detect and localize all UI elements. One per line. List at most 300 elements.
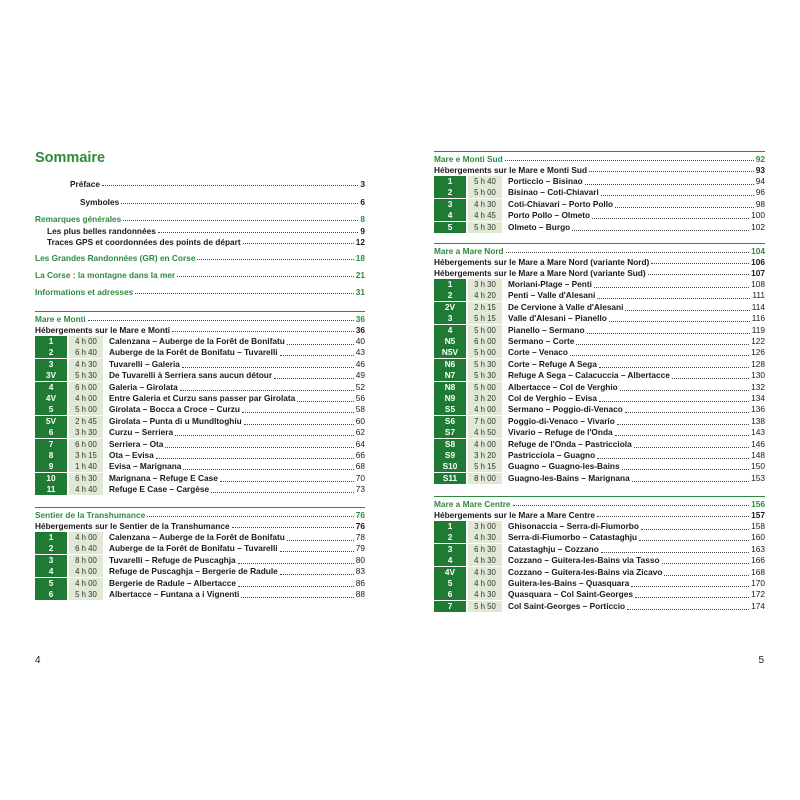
stage-row[interactable] xyxy=(35,543,365,554)
stage-label: Col de Verghio – Evisa xyxy=(508,393,597,403)
stage-number-badge: 4 xyxy=(434,555,466,566)
dot-leader xyxy=(662,557,750,564)
stage-page: 134 xyxy=(751,393,765,403)
section-title[interactable] xyxy=(434,245,765,256)
stage-row[interactable] xyxy=(35,416,365,427)
stage-label: Olmeto – Burgo xyxy=(508,221,571,232)
entry-page: 12 xyxy=(355,237,365,247)
section-title[interactable] xyxy=(434,498,765,509)
stage-row[interactable] xyxy=(434,589,765,600)
section-title[interactable] xyxy=(35,509,365,520)
stage-number-badge: 2 xyxy=(35,347,67,358)
stage-label: Marignana – Refuge E Case xyxy=(109,472,218,483)
entry-page: 156 xyxy=(751,499,765,509)
lodging-entry[interactable] xyxy=(434,164,765,175)
stage-number-badge: 3 xyxy=(434,313,466,324)
stage-row[interactable] xyxy=(434,461,765,472)
stage-row[interactable] xyxy=(35,532,365,543)
stage-row[interactable] xyxy=(434,473,765,484)
dot-leader xyxy=(601,546,749,553)
stage-page: 100 xyxy=(751,210,765,221)
lodging-entry[interactable] xyxy=(434,509,765,520)
dot-leader xyxy=(280,545,354,552)
entry-label: Hébergements sur le Mare e Monti xyxy=(35,325,171,335)
stage-row[interactable] xyxy=(434,336,765,347)
stage-number-badge: S8 xyxy=(434,439,466,450)
stage-label: Tuvarelli – Refuge de Puscaghja xyxy=(109,554,236,565)
stage-page: 68 xyxy=(355,461,365,472)
stage-number-badge: 5 xyxy=(35,578,67,589)
stage-row[interactable] xyxy=(35,473,365,484)
stage-page: 86 xyxy=(355,577,365,588)
stage-label: Quasquara – Col Saint-Georges xyxy=(508,589,633,600)
stage-duration: 3 h 20 xyxy=(468,450,502,461)
stage-duration: 4 h 00 xyxy=(69,578,103,589)
stage-label: Tuvarelli – Galeria xyxy=(109,358,180,369)
stage-duration: 4 h 00 xyxy=(69,336,103,347)
entry-page: 21 xyxy=(355,270,365,280)
entry-page: 107 xyxy=(751,268,765,278)
stage-duration: 5 h 00 xyxy=(69,404,103,415)
stage-duration: 4 h 50 xyxy=(468,427,502,438)
stage-label: Sermano – Corte xyxy=(508,336,575,346)
dot-leader xyxy=(597,516,749,517)
stage-row[interactable] xyxy=(35,393,365,404)
stage-page: 172 xyxy=(751,589,765,600)
stage-page: 49 xyxy=(355,370,365,381)
stage-duration: 2 h 45 xyxy=(69,416,103,427)
stage-label: Albertacce – Col de Verghio xyxy=(508,381,618,392)
entry-label: Préface xyxy=(70,179,100,189)
entry-page: 157 xyxy=(751,510,765,520)
stage-page: 108 xyxy=(751,279,765,289)
dot-leader xyxy=(88,320,354,321)
dot-leader xyxy=(172,331,354,332)
stage-number-badge: 4 xyxy=(35,382,67,393)
stage-label: Calenzana – Auberge de la Forêt de Bonifatu xyxy=(109,336,285,346)
stage-label: De Tuvarelli à Serriera sans aucun détour xyxy=(109,370,273,381)
entry-label: Remarques générales xyxy=(35,214,122,224)
stage-row[interactable] xyxy=(434,187,765,198)
stage-row[interactable] xyxy=(35,336,365,347)
dot-leader xyxy=(609,315,750,322)
entry-label: Mare a Mare Centre xyxy=(434,499,511,509)
dot-leader xyxy=(183,463,353,470)
stage-duration: 5 h 40 xyxy=(468,176,502,187)
dot-leader xyxy=(197,259,353,260)
stage-page: 146 xyxy=(751,438,765,449)
toc-entry[interactable] xyxy=(35,252,365,263)
stage-duration: 6 h 00 xyxy=(69,439,103,450)
stage-row[interactable] xyxy=(434,439,765,450)
entry-label: Symboles xyxy=(80,197,120,207)
stage-duration: 6 h 40 xyxy=(69,347,103,358)
stage-number-badge: N9 xyxy=(434,393,466,404)
stage-label: Pianello – Sermano xyxy=(508,324,585,335)
stage-number-badge: 9 xyxy=(35,461,67,472)
stage-duration: 4 h 00 xyxy=(69,393,103,404)
stage-row[interactable] xyxy=(35,359,365,370)
stage-duration: 3 h 00 xyxy=(468,521,502,532)
stage-row[interactable] xyxy=(434,176,765,187)
stage-number-badge: 1 xyxy=(35,532,67,543)
dot-leader xyxy=(238,557,354,564)
dot-leader xyxy=(627,603,749,610)
stage-number-badge: 3 xyxy=(434,199,466,210)
stage-label: Porticcio – Bisinao xyxy=(508,176,583,186)
stage-page: 62 xyxy=(355,427,365,438)
stage-duration: 6 h 30 xyxy=(468,544,502,555)
stage-label: Penti – Valle d'Alesani xyxy=(508,290,596,301)
stage-label: Refuge de l'Onda – Pastricciola xyxy=(508,438,632,449)
stage-label: Evisa – Marignana xyxy=(109,461,182,472)
stage-row[interactable] xyxy=(434,427,765,438)
stage-number-badge: 1 xyxy=(434,279,466,290)
stage-row[interactable] xyxy=(434,279,765,290)
dot-leader xyxy=(211,486,354,493)
stage-page: 130 xyxy=(751,370,765,381)
dot-leader xyxy=(102,185,358,186)
stage-label: Serra-di-Fiumorbo – Catastaghju xyxy=(508,532,638,543)
stage-label: Curzu – Serriera xyxy=(109,427,174,438)
stage-page: 158 xyxy=(751,521,765,531)
stage-row[interactable] xyxy=(434,555,765,566)
stage-number-badge: 5V xyxy=(35,416,67,427)
stage-page: 80 xyxy=(355,554,365,565)
dot-leader xyxy=(641,523,749,530)
stage-page: 174 xyxy=(751,600,765,611)
dot-leader xyxy=(635,591,749,598)
stage-number-badge: 4V xyxy=(434,567,466,578)
stage-row[interactable] xyxy=(35,370,365,381)
stage-label: Guitera-les-Bains – Quasquara xyxy=(508,578,630,588)
stage-number-badge: 4 xyxy=(434,210,466,221)
stage-label: Moriani-Plage – Penti xyxy=(508,279,592,289)
entry-label: Mare e Monti xyxy=(35,314,86,324)
stage-duration: 5 h 15 xyxy=(468,461,502,472)
lodging-entry[interactable] xyxy=(434,267,765,278)
stage-duration: 5 h 30 xyxy=(468,222,502,233)
stage-duration: 6 h 40 xyxy=(69,543,103,554)
stage-page: 52 xyxy=(355,381,365,392)
right-page xyxy=(400,0,800,800)
stage-duration: 5 h 00 xyxy=(468,347,502,358)
stage-row[interactable] xyxy=(434,359,765,370)
stage-duration: 8 h 00 xyxy=(468,473,502,484)
section-title[interactable] xyxy=(434,153,765,164)
dot-leader xyxy=(287,534,354,541)
stage-number-badge: 7 xyxy=(434,601,466,612)
entry-label: Les Grandes Randonnées (GR) en Corse xyxy=(35,253,196,263)
stage-page: 160 xyxy=(751,532,765,543)
stage-duration: 4 h 20 xyxy=(468,290,502,301)
stage-page: 83 xyxy=(355,566,365,577)
stage-label: Auberge de la Forêt de Bonifatu – Tuvarelli xyxy=(109,347,278,358)
dot-leader xyxy=(625,406,749,413)
dot-leader xyxy=(232,527,354,528)
dot-leader xyxy=(177,276,354,277)
stage-duration: 5 h 00 xyxy=(468,325,502,336)
dot-leader xyxy=(585,178,754,185)
stage-number-badge: 3V xyxy=(35,370,67,381)
stage-page: 122 xyxy=(751,336,765,346)
lodging-entry[interactable] xyxy=(35,324,365,335)
stage-page: 150 xyxy=(751,461,765,472)
dot-leader xyxy=(175,429,354,436)
dot-leader xyxy=(622,463,750,470)
stage-row[interactable] xyxy=(35,578,365,589)
stage-page: 126 xyxy=(751,347,765,358)
stage-row[interactable] xyxy=(434,521,765,532)
stage-number-badge: 2V xyxy=(434,302,466,313)
dot-leader xyxy=(599,361,749,368)
dot-leader xyxy=(620,384,749,391)
stage-label: Corte – Refuge A Sega xyxy=(508,358,597,369)
entry-label: La Corse : la montagne dans la mer xyxy=(35,270,176,280)
dot-leader xyxy=(576,338,749,345)
stage-duration: 5 h 00 xyxy=(468,187,502,198)
stage-row[interactable] xyxy=(434,382,765,393)
stage-row[interactable] xyxy=(35,566,365,577)
stage-number-badge: 1 xyxy=(434,521,466,532)
dot-leader xyxy=(165,441,353,448)
lodging-entry[interactable] xyxy=(35,520,365,531)
dot-leader xyxy=(594,281,749,288)
stage-number-badge: N5 xyxy=(434,336,466,347)
stage-row[interactable] xyxy=(434,290,765,301)
stage-row[interactable] xyxy=(35,555,365,566)
stage-row[interactable] xyxy=(434,601,765,612)
entry-label: Hébergements sur le Mare e Monti Sud xyxy=(434,165,588,175)
stage-page: 66 xyxy=(355,450,365,460)
stage-duration: 3 h 30 xyxy=(69,427,103,438)
stage-row[interactable] xyxy=(434,393,765,404)
stage-label: Albertacce – Funtana a i Vignenti xyxy=(109,589,240,599)
dot-leader xyxy=(599,395,749,402)
dot-leader xyxy=(601,189,754,196)
stage-page: 166 xyxy=(751,555,765,566)
dot-leader xyxy=(625,304,749,311)
stage-row[interactable] xyxy=(434,404,765,415)
stage-row[interactable] xyxy=(434,325,765,336)
stage-number-badge: 1 xyxy=(434,176,466,187)
stage-page: 78 xyxy=(355,532,365,542)
stage-duration: 5 h 15 xyxy=(468,313,502,324)
stage-page: 128 xyxy=(751,358,765,369)
stage-number-badge: 2 xyxy=(434,187,466,198)
entry-page: 18 xyxy=(355,253,365,263)
stage-row[interactable] xyxy=(434,567,765,578)
stage-number-badge: N7 xyxy=(434,370,466,381)
toc-entry[interactable] xyxy=(35,269,365,280)
toc-entry[interactable] xyxy=(70,178,365,189)
stage-label: Girolata – Bocca a Croce – Curzu xyxy=(109,404,240,415)
entry-label: Sentier de la Transhumance xyxy=(35,510,146,520)
dot-leader xyxy=(506,252,750,253)
stage-page: 70 xyxy=(355,472,365,483)
stage-duration: 1 h 40 xyxy=(69,461,103,472)
dot-leader xyxy=(274,372,354,379)
stage-number-badge: 6 xyxy=(35,427,67,438)
stage-row[interactable] xyxy=(35,450,365,461)
stage-page: 136 xyxy=(751,404,765,415)
stage-label: Ghisonaccia – Serra-di-Fiumorbo xyxy=(508,521,639,531)
dot-leader xyxy=(632,475,749,482)
stage-page: 111 xyxy=(752,290,765,301)
stage-label: Refuge de Puscaghja – Bergerie de Radule xyxy=(109,566,278,577)
stage-row[interactable] xyxy=(434,450,765,461)
stage-label: Cozzano – Guitera-les-Bains via Zicavo xyxy=(508,566,663,577)
dot-leader xyxy=(634,441,749,448)
stage-duration: 7 h 00 xyxy=(468,416,502,427)
stage-duration: 4 h 30 xyxy=(69,359,103,370)
dot-leader xyxy=(672,372,749,379)
stage-label: Guagno-les-Bains – Marignana xyxy=(508,472,630,483)
dot-leader xyxy=(597,292,750,299)
stage-number-badge: 4V xyxy=(35,393,67,404)
stage-page: 43 xyxy=(355,347,365,358)
dot-leader xyxy=(220,475,354,482)
stage-label: Entre Galeria et Curzu sans passer par Girolata xyxy=(109,393,296,403)
stage-page: 138 xyxy=(751,415,765,426)
stage-label: Corte – Venaco xyxy=(508,347,568,358)
section-divider xyxy=(434,496,765,497)
lodging-entry[interactable] xyxy=(434,256,765,267)
stage-row[interactable] xyxy=(434,199,765,210)
stage-number-badge: N6 xyxy=(434,359,466,370)
stage-duration: 4 h 30 xyxy=(468,567,502,578)
dot-leader xyxy=(589,171,754,172)
stage-page: 168 xyxy=(751,566,765,577)
dot-leader xyxy=(242,406,354,413)
page-number-right: 5 xyxy=(758,655,764,666)
toc-entry[interactable] xyxy=(35,286,365,297)
stage-page: 114 xyxy=(751,301,765,312)
stage-row[interactable] xyxy=(434,544,765,555)
stage-duration: 5 h 30 xyxy=(468,359,502,370)
stage-label: Calenzana – Auberge de la Forêt de Bonifatu xyxy=(109,532,285,542)
dot-leader xyxy=(297,395,353,402)
stage-row[interactable] xyxy=(434,416,765,427)
stage-row[interactable] xyxy=(434,222,765,233)
dot-leader xyxy=(570,349,749,356)
stage-label: Col Saint-Georges – Porticcio xyxy=(508,600,626,611)
stage-duration: 4 h 30 xyxy=(468,589,502,600)
stage-label: Refuge E Case – Cargèse xyxy=(109,484,210,495)
stage-duration: 3 h 20 xyxy=(468,393,502,404)
stage-duration: 8 h 00 xyxy=(69,555,103,566)
stage-row[interactable] xyxy=(35,427,365,438)
entry-page: 93 xyxy=(755,165,765,175)
entry-page: 106 xyxy=(751,257,765,267)
dot-leader xyxy=(648,274,750,275)
section-divider xyxy=(35,311,365,312)
stage-row[interactable] xyxy=(434,313,765,324)
stage-row[interactable] xyxy=(35,461,365,472)
stage-number-badge: 4 xyxy=(434,325,466,336)
stage-page: 79 xyxy=(355,543,365,554)
stage-label: Auberge de la Forêt de Bonifatu – Tuvarelli xyxy=(109,543,278,554)
dot-leader xyxy=(238,580,354,587)
stage-row[interactable] xyxy=(434,370,765,381)
dot-leader xyxy=(241,591,353,598)
page-number-left: 4 xyxy=(35,655,41,666)
stage-page: 60 xyxy=(355,415,365,426)
section-title[interactable] xyxy=(35,313,365,324)
dot-leader xyxy=(631,580,749,587)
stage-row[interactable] xyxy=(35,404,365,415)
section-divider xyxy=(35,507,365,508)
stage-duration: 6 h 30 xyxy=(69,473,103,484)
stage-label: Coti-Chiavari – Porto Pollo xyxy=(508,198,614,209)
entry-page: 3 xyxy=(360,179,365,189)
entry-label: Hébergements sur le Mare a Mare Nord (variante Nord) xyxy=(434,257,650,267)
stage-label: Serriera – Ota xyxy=(109,438,164,449)
stage-number-badge: 6 xyxy=(35,589,67,600)
stage-label: Bisinao – Coti-Chiavari xyxy=(508,187,599,198)
toc-entry[interactable] xyxy=(47,236,365,247)
dot-leader xyxy=(121,203,358,204)
stage-row[interactable] xyxy=(434,347,765,358)
entry-label: Mare a Mare Nord xyxy=(434,246,504,256)
toc-entry[interactable] xyxy=(47,225,365,236)
stage-page: 56 xyxy=(355,393,365,403)
stage-duration: 4 h 30 xyxy=(468,555,502,566)
stage-number-badge: 7 xyxy=(35,439,67,450)
stage-row[interactable] xyxy=(35,484,365,495)
toc-entry[interactable] xyxy=(80,196,365,207)
stage-number-badge: S5 xyxy=(434,404,466,415)
stage-row[interactable] xyxy=(434,578,765,589)
stage-duration: 5 h 30 xyxy=(468,370,502,381)
stage-label: Guagno – Guagno-les-Bains xyxy=(508,461,620,472)
stage-page: 46 xyxy=(355,358,365,369)
stage-page: 148 xyxy=(751,450,765,460)
stage-row[interactable] xyxy=(35,439,365,450)
stage-label: Porto Pollo – Olmeto xyxy=(508,210,591,221)
stage-label: Catastaghju – Cozzano xyxy=(508,543,599,554)
stage-number-badge: N5V xyxy=(434,347,466,358)
stage-duration: 5 h 30 xyxy=(69,589,103,600)
stage-row[interactable] xyxy=(35,589,365,600)
dot-leader xyxy=(651,263,749,264)
stage-duration: 5 h 50 xyxy=(468,601,502,612)
entry-page: 76 xyxy=(355,521,365,531)
stage-number-badge: S11 xyxy=(434,473,466,484)
stage-row[interactable] xyxy=(434,532,765,543)
stage-page: 88 xyxy=(355,589,365,599)
dot-leader xyxy=(664,569,749,576)
stage-page: 64 xyxy=(355,438,365,449)
stage-page: 132 xyxy=(751,381,765,392)
stage-label: Bergerie de Radule – Albertacce xyxy=(109,577,236,588)
stage-duration: 4 h 00 xyxy=(468,404,502,415)
stage-label: Sermano – Poggio-di-Venaco xyxy=(508,404,623,415)
dot-leader xyxy=(180,384,354,391)
stage-row[interactable] xyxy=(35,347,365,358)
stage-label: Ota – Evisa xyxy=(109,450,154,460)
stage-number-badge: N8 xyxy=(434,382,466,393)
stage-row[interactable] xyxy=(35,382,365,393)
dot-leader xyxy=(135,293,354,294)
dot-leader xyxy=(597,452,749,459)
toc-entry[interactable] xyxy=(35,213,365,224)
stage-number-badge: 5 xyxy=(35,404,67,415)
stage-row[interactable] xyxy=(434,210,765,221)
stage-row[interactable] xyxy=(434,302,765,313)
dot-leader xyxy=(639,534,749,541)
entry-label: Traces GPS et coordonnées des points de départ xyxy=(47,237,241,247)
